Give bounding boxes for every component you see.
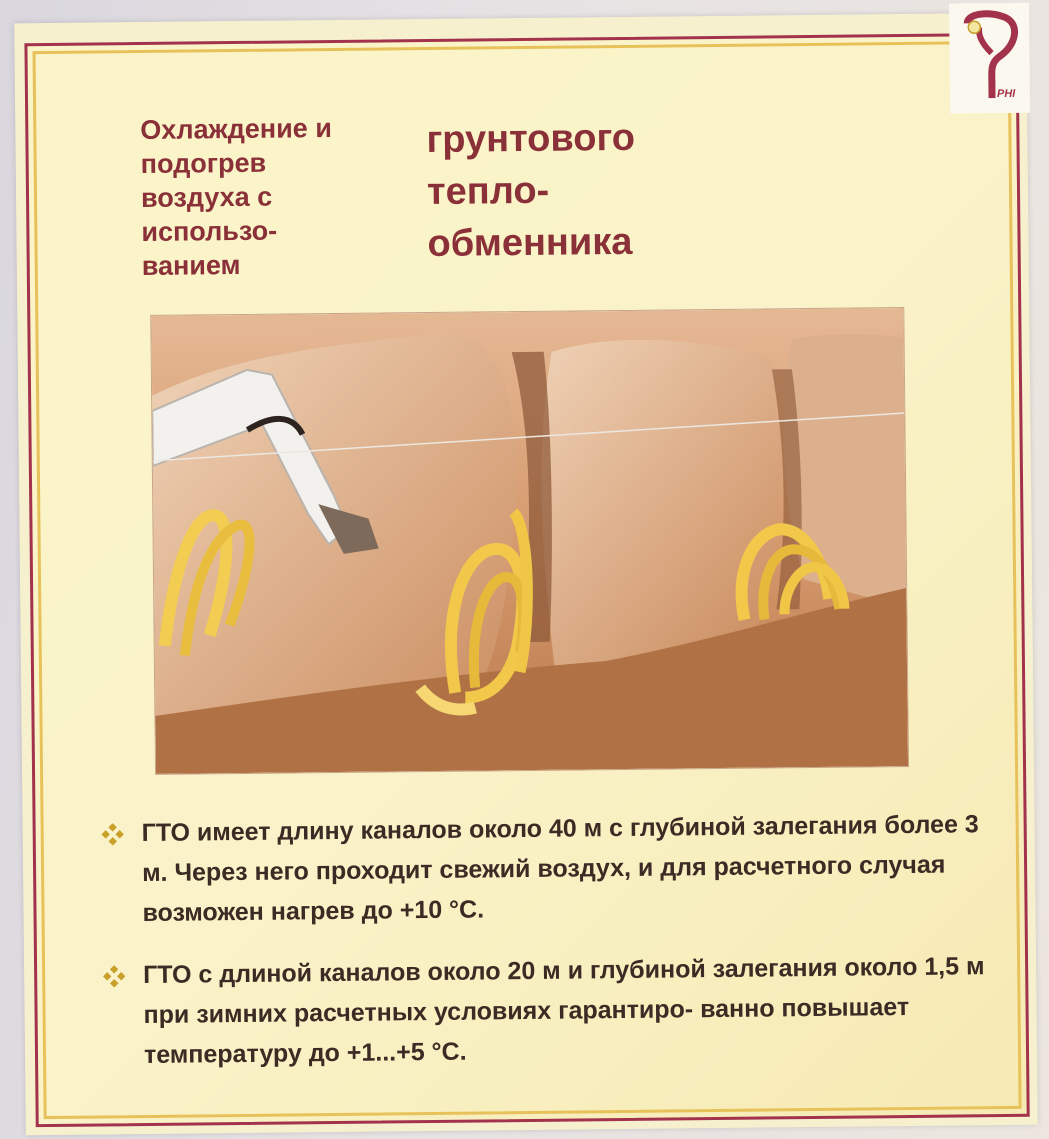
bullet-list [101,804,1004,1097]
heading-left: Охлаждение и подогрев воздуха с использо- ванием [140,113,332,282]
bullet-text: ГТО с длиной каналов около 20 м и глубиной залегания около 1,5 м при зимних расчетных условиях гарантиро- ванно повышает температуру до +1...+5 °С. [143,952,985,1070]
diamond-bullet-icon [103,965,125,987]
photo-trench-pipes-icon [151,308,908,774]
page [14,13,1038,1136]
bullet-text: ГТО имеет длину каналов около 40 м с глубиной залегания более 3 м. Через него проходит свежий воздух, и для расчетного случая возможен нагрев до +10 °С. [141,810,979,928]
heading-right: грунтового тепло- обменника [426,116,636,266]
list-item [103,946,1004,1075]
trench-photo [150,307,909,775]
slide-frame [24,33,1029,1127]
logo-text: PHI [996,87,1016,101]
phi-logo [949,3,1030,114]
list-item [101,804,1002,933]
phi-logo-icon [949,3,1030,114]
diamond-bullet-icon [102,823,124,845]
